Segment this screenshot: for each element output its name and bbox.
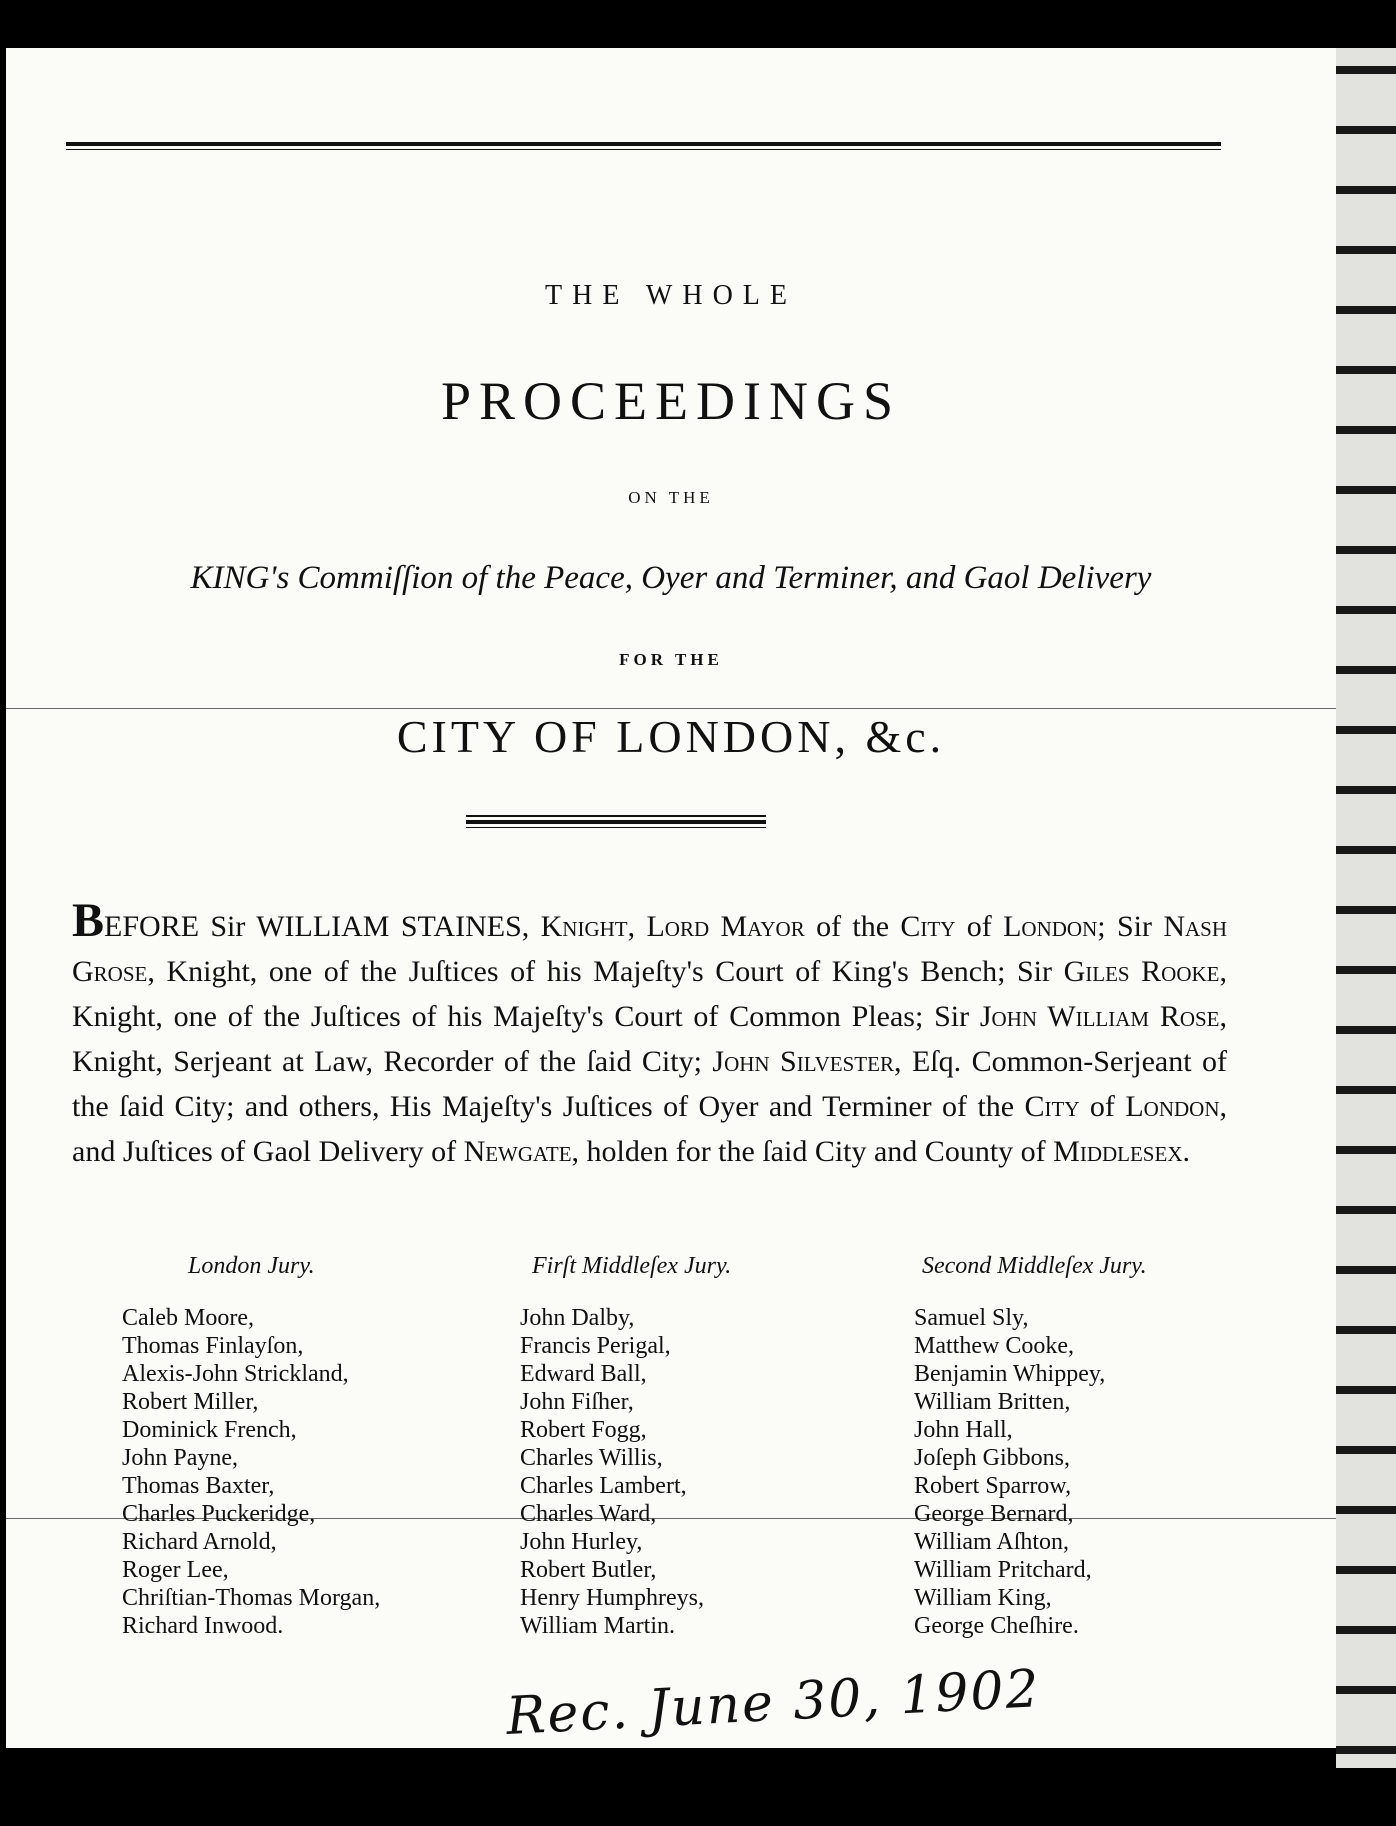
list-item: John Payne, bbox=[122, 1445, 238, 1471]
ornament-rule bbox=[466, 815, 766, 817]
drop-cap: B bbox=[72, 894, 105, 947]
title-commission: KING's Commiſſion of the Peace, Oyer and Terminer, and Gaol Delivery bbox=[190, 560, 1152, 596]
jury-heading: Second Middleſex Jury. bbox=[922, 1253, 1147, 1279]
document-page bbox=[6, 48, 1336, 1748]
list-item: Caleb Moore, bbox=[122, 1305, 254, 1331]
list-item: George Bernard, bbox=[914, 1501, 1074, 1527]
list-item: John Hurley, bbox=[520, 1529, 643, 1555]
list-item: Samuel Sly, bbox=[914, 1305, 1029, 1331]
list-item: Francis Perigal, bbox=[520, 1333, 671, 1359]
list-item: Benjamin Whippey, bbox=[914, 1361, 1106, 1387]
title-proceedings: PROCEEDINGS bbox=[440, 371, 902, 431]
jury-heading: Firſt Middleſex Jury. bbox=[532, 1253, 732, 1279]
list-item: Robert Sparrow, bbox=[914, 1473, 1072, 1499]
list-item: George Cheſhire. bbox=[914, 1613, 1079, 1639]
list-item: Charles Puckeridge, bbox=[122, 1501, 316, 1527]
list-item: William Aſhton, bbox=[914, 1529, 1070, 1555]
list-item: Thomas Baxter, bbox=[122, 1473, 275, 1499]
list-item: John Dalby, bbox=[520, 1305, 635, 1331]
title-for-the: FOR THE bbox=[619, 650, 723, 669]
list-item: William Britten, bbox=[914, 1389, 1071, 1415]
list-item: Dominick French, bbox=[122, 1417, 297, 1443]
list-item: Joſeph Gibbons, bbox=[914, 1445, 1070, 1471]
list-item: Robert Fogg, bbox=[520, 1417, 647, 1443]
title-city-of-london: CITY OF LONDON, &c. bbox=[396, 711, 946, 762]
jury-list bbox=[914, 1304, 1336, 1640]
list-item: Alexis-John Strickland, bbox=[122, 1361, 349, 1387]
list-item: William Pritchard, bbox=[914, 1557, 1092, 1583]
second-middlesex-jury bbox=[914, 1253, 1336, 1640]
list-item: William Martin. bbox=[520, 1613, 676, 1639]
list-item: Thomas Finlayſon, bbox=[122, 1333, 304, 1359]
jury-heading: London Jury. bbox=[188, 1253, 315, 1279]
top-rule bbox=[66, 142, 1221, 146]
list-item: John Fiſher, bbox=[520, 1389, 634, 1415]
ornament-rule-thick bbox=[466, 820, 766, 824]
list-item: Henry Humphreys, bbox=[520, 1585, 704, 1611]
list-item: Richard Arnold, bbox=[122, 1529, 277, 1555]
ornament-rule-2 bbox=[466, 827, 766, 828]
top-rule-thin bbox=[66, 149, 1221, 150]
proceedings-preamble: BEFORE Sir WILLIAM STAINES, Knight, Lord Mayor of the City of London; Sir Nash Grose, Knight, one of the Juſtices of his Majeſty's Court of King's Bench; Sir Giles Rooke, Knight, one of the Juſtices of his Majeſty's Court of Common Pleas; Sir John William Rose, Knight, Serjeant at Law, Recorder of the ſaid City; John Silvester, Eſq. Common-Serjeant of the ſaid City; and others, His Majeſty's Juſtices of Oyer and Terminer of the City of London, and Juſtices of Gaol Delivery of Newgate, holden for the ſaid City and County of Middlesex. bbox=[72, 894, 1228, 1168]
list-item: Charles Lambert, bbox=[520, 1473, 687, 1499]
list-item: William King, bbox=[914, 1585, 1052, 1611]
jury-list bbox=[520, 1304, 960, 1640]
list-item: Richard Inwood. bbox=[122, 1613, 284, 1639]
list-item: Roger Lee, bbox=[122, 1557, 229, 1583]
list-item: Robert Miller, bbox=[122, 1389, 259, 1415]
title-on-the: ON THE bbox=[628, 488, 714, 507]
list-item: Robert Butler, bbox=[520, 1557, 657, 1583]
handwritten-received-note: Rec. June 30, 1902 bbox=[504, 1659, 1043, 1747]
list-item: John Hall, bbox=[914, 1417, 1013, 1443]
jury-list bbox=[122, 1304, 562, 1640]
list-item: Edward Ball, bbox=[520, 1361, 647, 1387]
page-binding-edge bbox=[1336, 48, 1396, 1768]
title-line-whole: THE WHOLE bbox=[545, 280, 797, 311]
list-item: Charles Willis, bbox=[520, 1445, 663, 1471]
list-item: Matthew Cooke, bbox=[914, 1333, 1074, 1359]
london-jury bbox=[122, 1253, 562, 1640]
fold-line bbox=[6, 708, 1336, 709]
list-item: Charles Ward, bbox=[520, 1501, 657, 1527]
list-item: Chriſtian-Thomas Morgan, bbox=[122, 1585, 381, 1611]
first-middlesex-jury bbox=[520, 1253, 960, 1640]
